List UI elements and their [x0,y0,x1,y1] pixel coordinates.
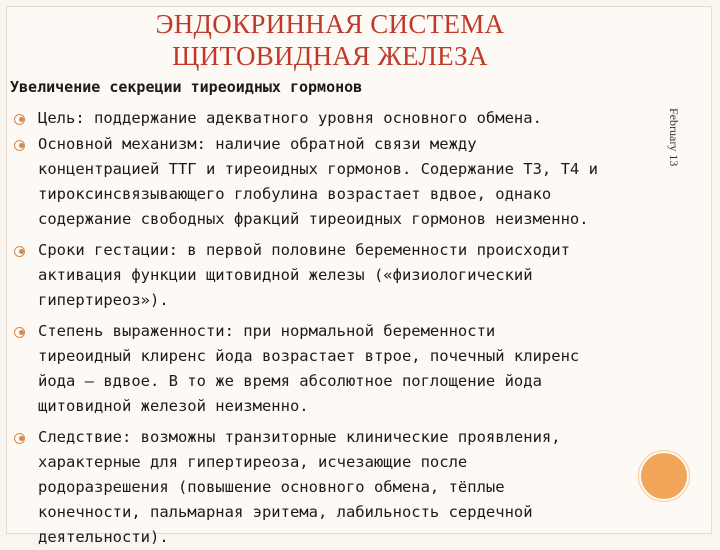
bullet-item-goal [10,106,690,131]
ring-bullet-icon [10,106,38,131]
slide-title-line-2: ЩИТОВИДНАЯ ЖЕЛЕЗА [172,41,488,71]
slide-title-line-1: ЭНДОКРИННАЯ СИСТЕМА [155,9,505,39]
bullet-line: Степень выраженности: при нормальной беременности [38,322,496,340]
bullet-line: конечности, пальмарная эритема, лабильность сердечной [38,503,533,521]
bullet-line: гипертиреоз»). [38,291,169,309]
decorative-orange-circle [641,453,687,499]
slide-subtitle: Увеличение секреции тиреоидных гормонов [10,78,363,96]
bullet-line: щитовидной железой неизменно. [38,397,309,415]
bullet-line: Цель: поддержание адекватного уровня основного обмена. [38,109,542,127]
bullet-line: тироксинсвязывающего глобулина возрастает вдвое, однако [38,185,552,203]
bullet-line: Сроки гестации: в первой половине беременности происходит [38,241,570,259]
bullet-item-mechanism [10,132,690,232]
bullet-line: характерные для гипертиреоза, исчезающие после [38,453,468,471]
ring-bullet-icon [10,238,38,263]
bullet-line: йода — вдвое. В то же время абсолютное поглощение йода [38,372,542,390]
side-date-label: February 13 [667,108,681,167]
ring-bullet-icon [10,425,38,450]
ring-bullet-icon [10,319,38,344]
bullet-line: Следствие: возможны транзиторные клинические проявления, [38,428,561,446]
bullet-line: деятельности). [38,528,169,546]
bullet-line: тиреоидный клиренс йода возрастает втрое, почечный клиренс [38,347,580,365]
bullet-list [10,106,690,550]
bullet-line: концентрацией ТТГ и тиреоидных гормонов. Содержание Т3, Т4 и [38,160,598,178]
bullet-line: содержание свободных фракций тиреоидных гормонов неизменно. [38,210,589,228]
bullet-item-gestation [10,238,690,313]
ring-bullet-icon [10,132,38,157]
bullet-line: активация функции щитовидной железы («физиологический [38,266,533,284]
bullet-item-degree [10,319,690,419]
bullet-line: Основной механизм: наличие обратной связи между [38,135,477,153]
bullet-line: родоразрешения (повышение основного обмена, тёплые [38,478,505,496]
bullet-item-consequence [10,425,690,550]
